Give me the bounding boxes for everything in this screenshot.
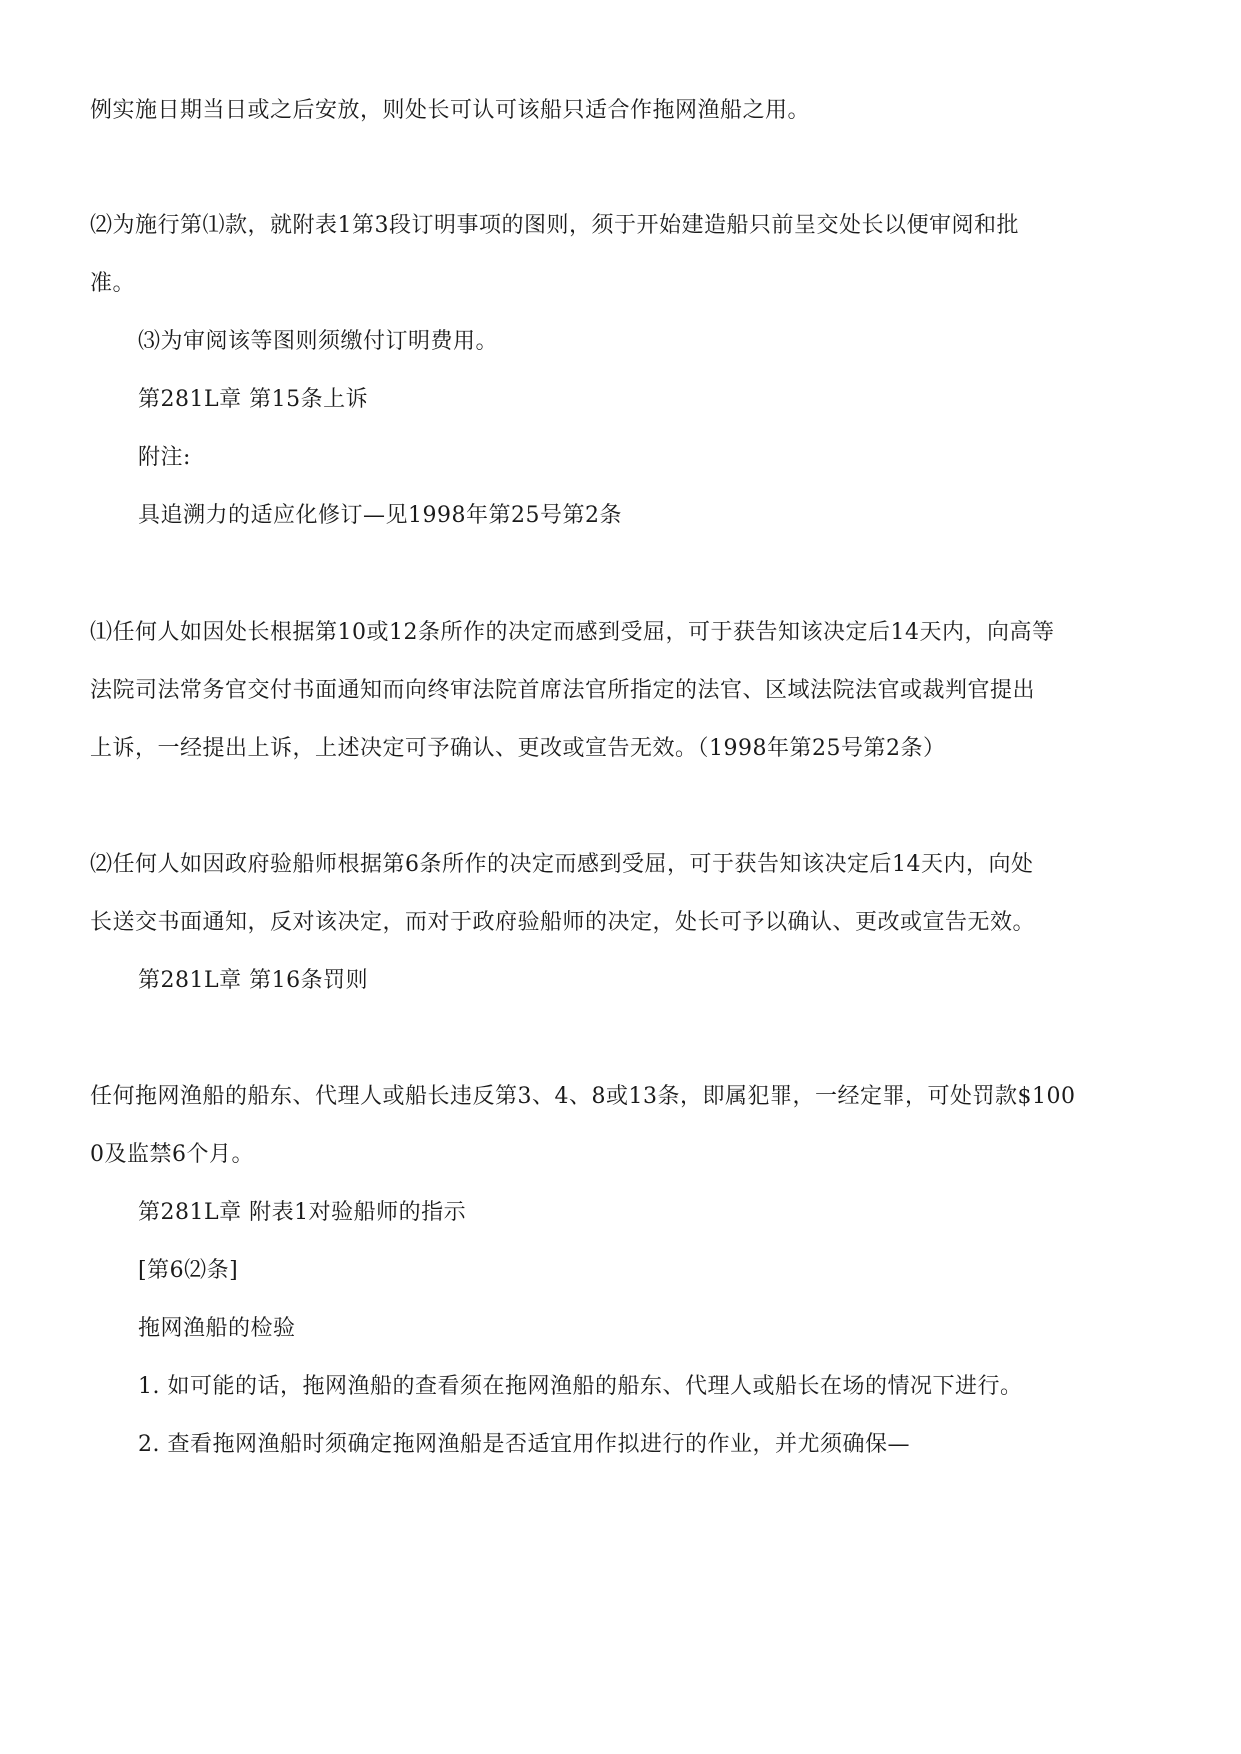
section-heading: 第281L章 第16条罚则 [138, 968, 369, 993]
section-heading: 第281L章 第15条上诉 [138, 387, 369, 412]
text-line: 法院司法常务官交付书面通知而向终审法院首席法官所指定的法官、区域法院法官或裁判官提出 [90, 678, 1036, 703]
text-line: ⑵任何人如因政府验船师根据第6条所作的决定而感到受屈，可于获告知该决定后14天内，向处 [90, 852, 1034, 877]
note-heading: 附注: [138, 445, 191, 470]
text-line: 长送交书面通知，反对该决定，而对于政府验船师的决定，处长可予以确认、更改或宣告无效。 [90, 910, 1036, 935]
text-line: ⑶为审阅该等图则须缴付订明费用。 [138, 329, 499, 354]
subheading: 拖网渔船的检验 [138, 1316, 296, 1341]
text-line: 例实施日期当日或之后安放，则处长可认可该船只适合作拖网渔船之用。 [90, 98, 811, 123]
text-line: 上诉，一经提出上诉，上述决定可予确认、更改或宣告无效。（1998年第25号第2条） [90, 736, 946, 761]
text-line: ⑴任何人如因处长根据第10或12条所作的决定而感到受屈，可于获告知该决定后14天内，向高等 [90, 620, 1055, 645]
text-line: 0及监禁6个月。 [90, 1142, 254, 1167]
text-line: 任何拖网渔船的船东、代理人或船长违反第3、4、8或13条，即属犯罪，一经定罪，可处罚款$100 [90, 1084, 1076, 1109]
list-item: 2. 查看拖网渔船时须确定拖网渔船是否适宜用作拟进行的作业，并尤须确保— [138, 1432, 910, 1457]
text-line: 具追溯力的适应化修订—见1998年第25号第2条 [138, 503, 622, 528]
text-line: [第6⑵条] [138, 1258, 239, 1283]
section-heading: 第281L章 附表1对验船师的指示 [138, 1200, 467, 1225]
text-line: 准。 [90, 271, 136, 296]
list-item: 1. 如可能的话，拖网渔船的查看须在拖网渔船的船东、代理人或船长在场的情况下进行。 [138, 1374, 1023, 1399]
text-line: ⑵为施行第⑴款，就附表1第3段订明事项的图则，须于开始建造船只前呈交处长以便审阅和批 [90, 213, 1019, 238]
